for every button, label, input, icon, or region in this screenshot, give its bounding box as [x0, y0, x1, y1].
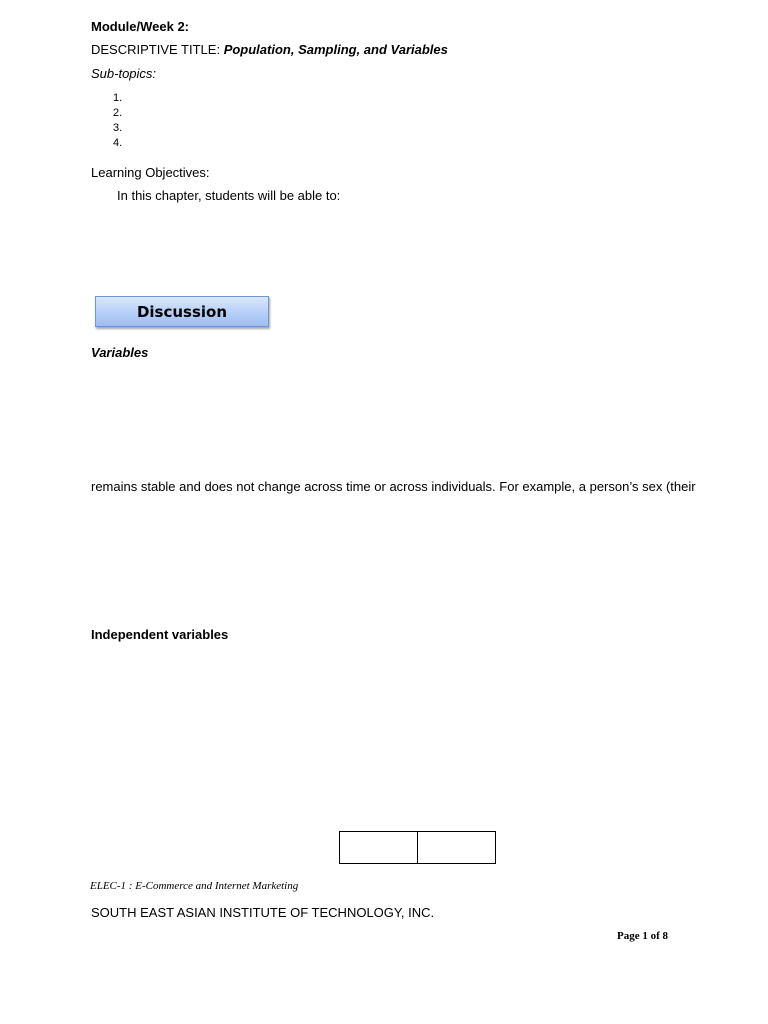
- independent-variables-heading: Independent variables: [91, 627, 229, 642]
- module-week-heading: Module/Week 2:: [91, 19, 190, 34]
- page-word: Page: [617, 930, 640, 942]
- objectives-intro: In this chapter, students will be able to:: [117, 188, 341, 203]
- subtopic-item: 4.: [113, 137, 123, 149]
- footer-course-name: ELEC-1 : E-Commerce and Internet Marketing: [90, 880, 299, 892]
- empty-table: [339, 831, 496, 864]
- subtopic-item: 3.: [113, 122, 123, 134]
- discussion-label: Discussion: [136, 302, 228, 321]
- descriptive-title: [91, 42, 448, 57]
- discussion-banner: [95, 296, 269, 327]
- page-of: of: [650, 930, 660, 942]
- descriptive-title-value: Population, Sampling, and Variables: [223, 42, 448, 57]
- page-total: 8: [662, 930, 669, 942]
- subtopics-label: Sub-topics:: [91, 66, 157, 81]
- variables-heading: Variables: [91, 345, 149, 360]
- learning-objectives-heading: Learning Objectives:: [91, 165, 210, 180]
- body-text-line: remains stable and does not change across time or across individuals. For example, a person’s sex (their: [91, 479, 696, 494]
- table-row: [340, 832, 496, 864]
- footer-institute-name: SOUTH EAST ASIAN INSTITUTE OF TECHNOLOGY, INC.: [91, 905, 435, 920]
- subtopic-item: 1.: [113, 92, 123, 104]
- descriptive-title-label: DESCRIPTIVE TITLE:: [91, 42, 224, 57]
- subtopic-item: 2.: [113, 107, 123, 119]
- table-cell: [418, 832, 496, 864]
- subtopic-list: [113, 91, 122, 151]
- page-current: 1: [642, 930, 648, 942]
- table-cell: [340, 832, 418, 864]
- page-number: [617, 930, 668, 942]
